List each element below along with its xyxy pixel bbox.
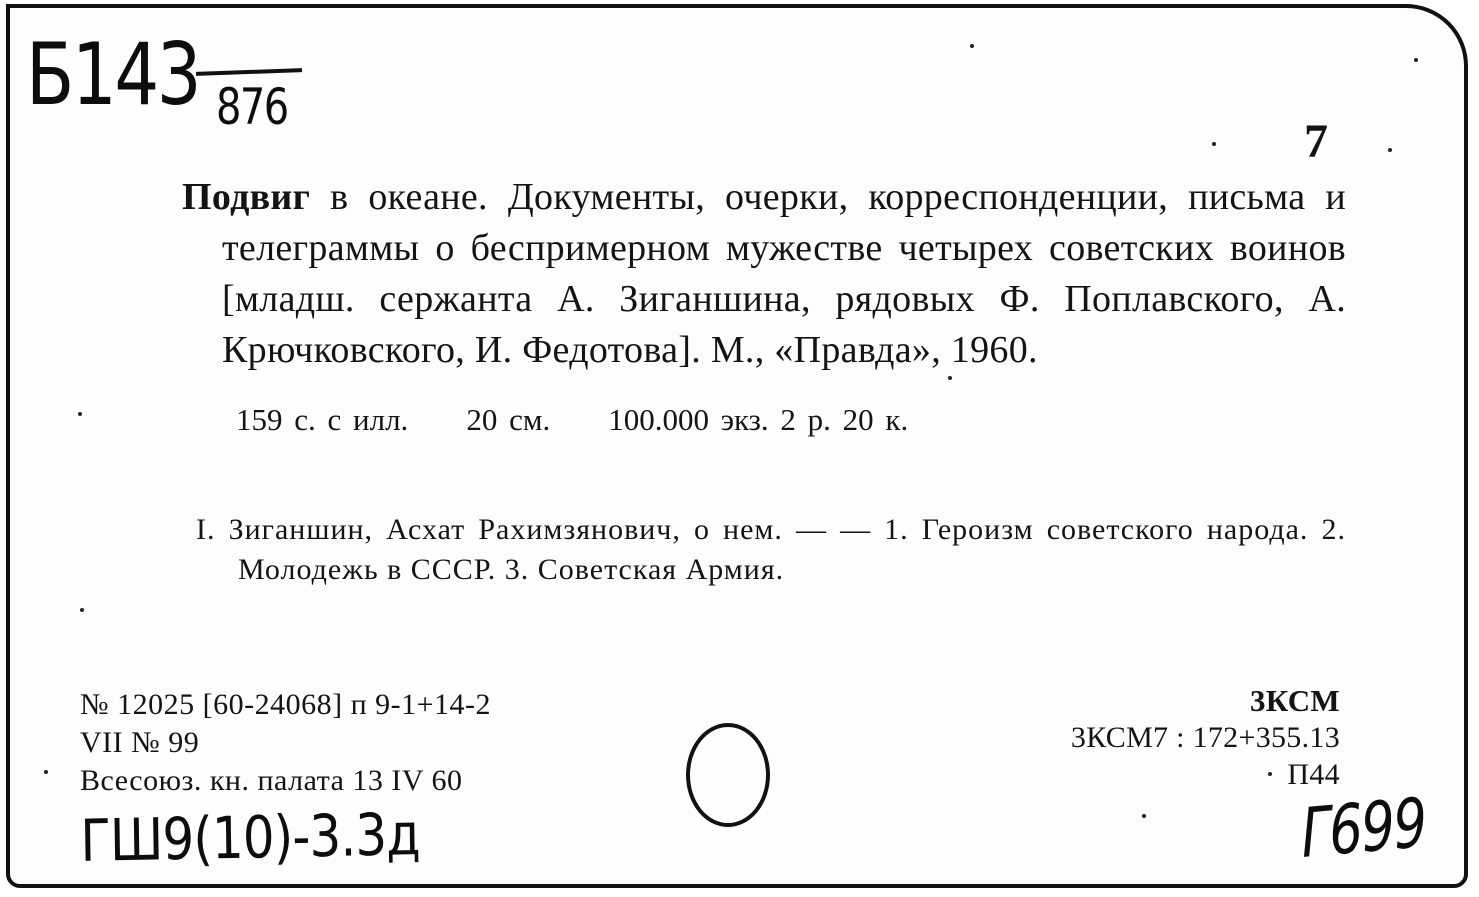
scan-speck xyxy=(1268,772,1272,776)
call-number-divider xyxy=(196,68,302,76)
scan-speck xyxy=(44,770,48,774)
main-entry-title-lead: Подвиг xyxy=(182,176,311,218)
classification-full: 3КСМ7 : 172+355.13 xyxy=(1070,721,1340,754)
catalog-card xyxy=(6,4,1468,888)
main-entry-text: в океане. Документы, очерки, корреспонденции, письма и телеграммы о беспримерном мужестве четырех советских воинов [младш. сержанта А. Зиганшина, рядовых Ф. Поплавского, А. Крючковского, И. Федотова]. М., «Правда», 1960. xyxy=(222,176,1346,371)
classification-block xyxy=(1071,682,1340,793)
scan-speck xyxy=(80,608,84,612)
main-entry xyxy=(182,172,1346,376)
classification-code: 3КСМ xyxy=(1249,683,1340,718)
collation xyxy=(236,402,908,438)
card-number: 7 xyxy=(1304,115,1328,168)
collation-pages: 159 с. с илл. xyxy=(236,402,409,437)
author-mark: П44 xyxy=(1287,758,1340,791)
call-number-sub: 876 xyxy=(216,78,288,136)
handwritten-shelf-mark-left: ГШ9(10)-3.3д xyxy=(79,800,421,875)
scan-speck xyxy=(970,44,974,48)
publisher-info-line1: № 12025 [60-24068] п 9-1+14-2 xyxy=(80,688,492,721)
scan-speck xyxy=(1388,148,1392,152)
scan-speck xyxy=(1212,142,1216,146)
scan-speck xyxy=(78,412,82,416)
handwritten-shelf-mark-right: Г699 xyxy=(1299,784,1428,874)
collation-size: 20 см. xyxy=(466,402,551,437)
scan-speck xyxy=(1414,58,1418,62)
collation-edition: 100.000 экз. 2 р. 20 к. xyxy=(608,402,909,437)
publisher-info xyxy=(80,686,491,800)
call-number-main: Б143 xyxy=(26,25,200,125)
publisher-info-line3: Всесоюз. кн. палата 13 IV 60 xyxy=(80,764,463,797)
publisher-info-line2: VII № 99 xyxy=(80,726,200,759)
scan-speck xyxy=(948,376,952,380)
subject-headings: I. Зиганшин, Асхат Рахимзянович, о нем. — — 1. Героизм советского народа. 2. Молодежь в СССР. 3. Советская Армия. xyxy=(196,513,1346,586)
oval-stamp xyxy=(686,723,770,827)
scan-speck xyxy=(1142,814,1146,818)
